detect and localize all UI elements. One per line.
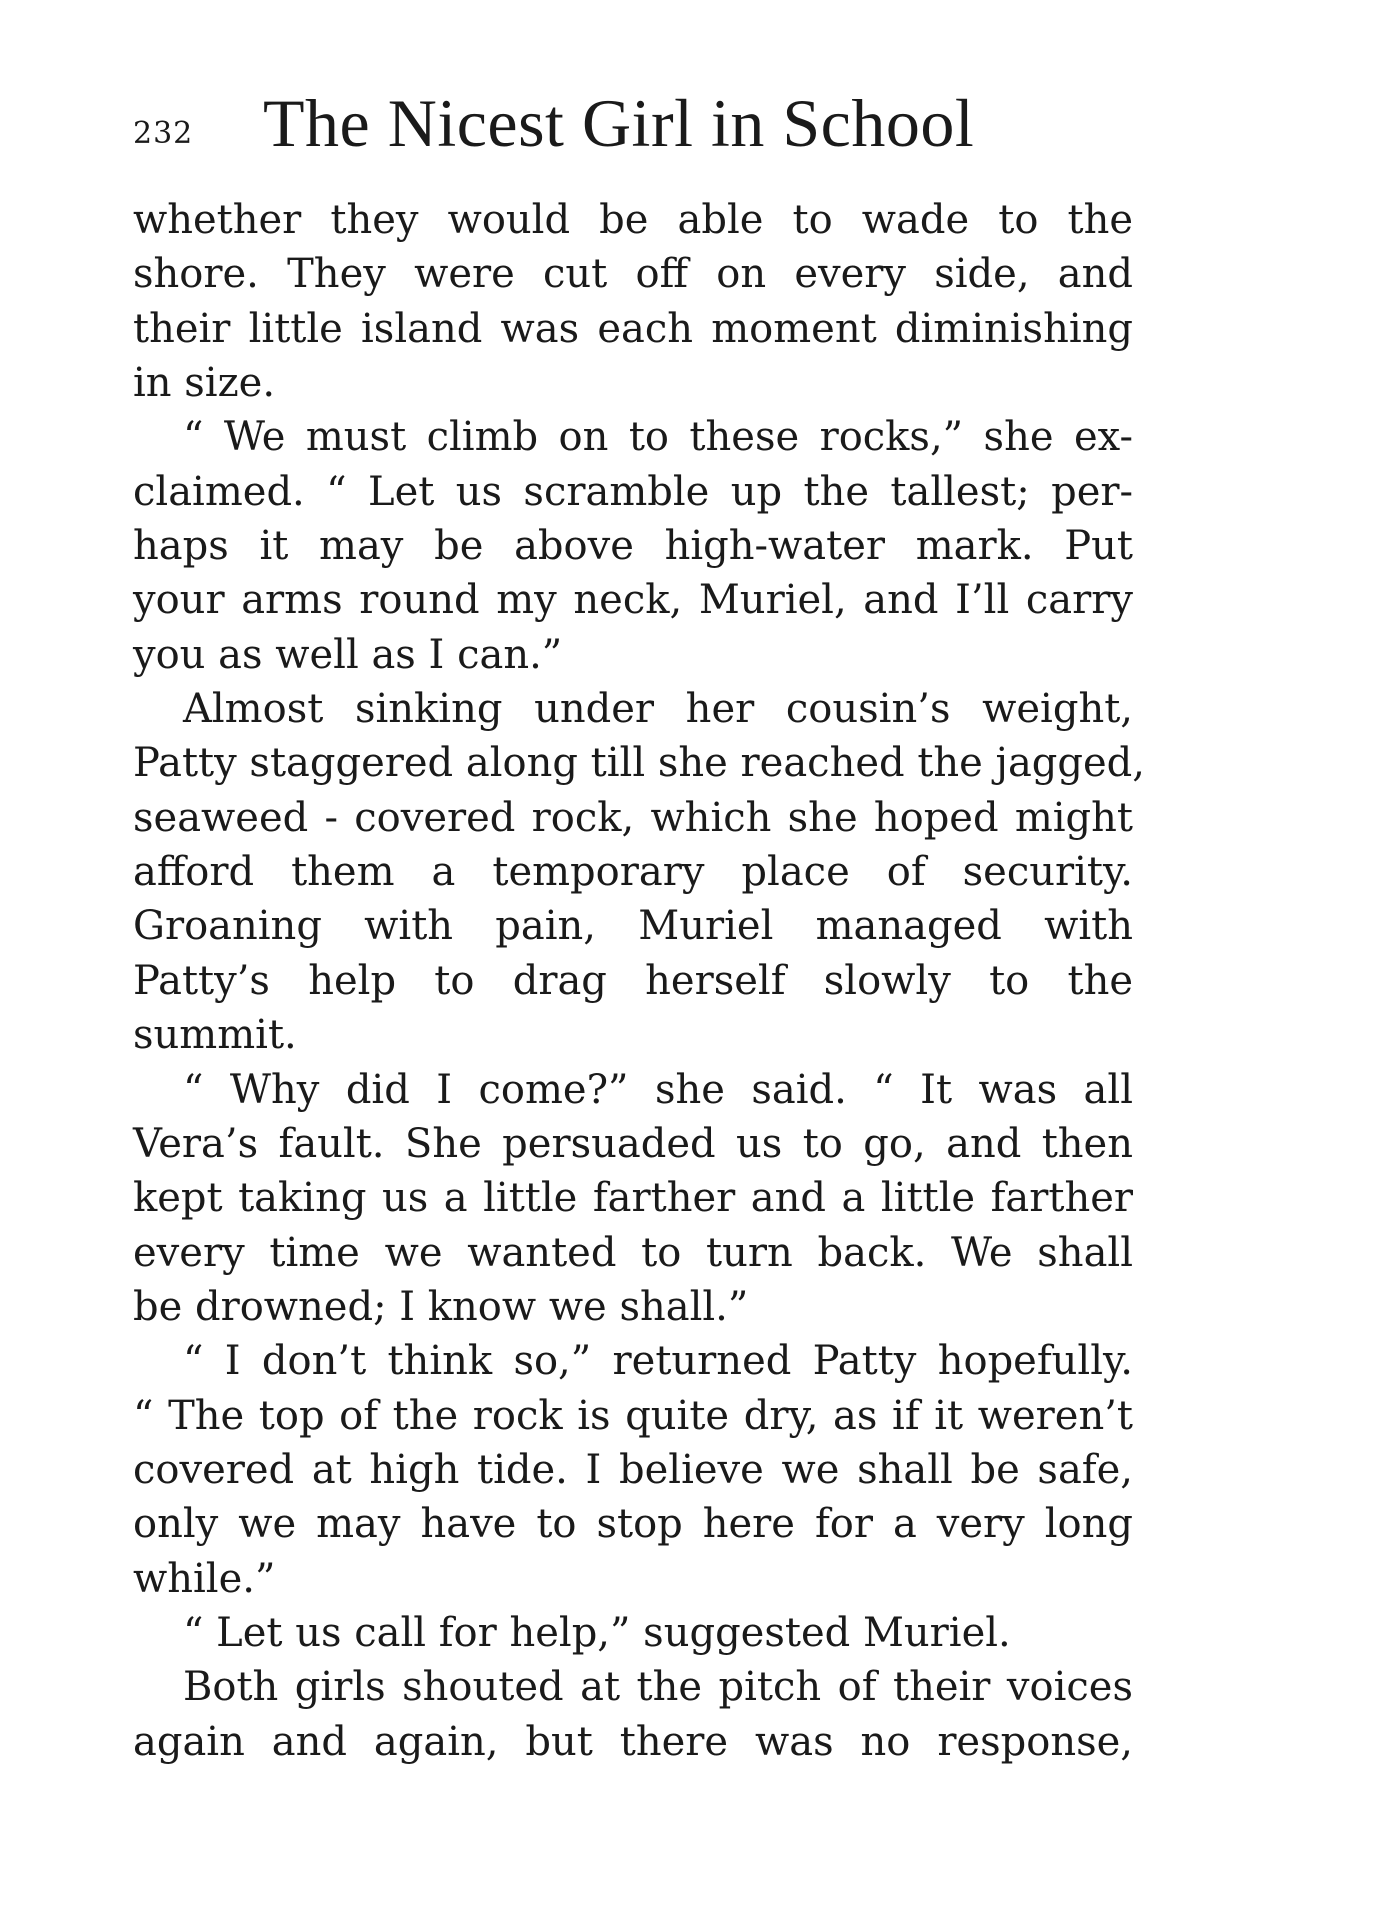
text-line: Both girls shouted at the pitch of their voices xyxy=(183,1664,1133,1711)
text-line: Patty staggered along till she reached the jagged, xyxy=(133,740,1145,787)
text-line: your arms round my neck, Muriel, and I’ll carry xyxy=(133,577,1133,624)
body-text xyxy=(133,193,1145,1769)
text-line: their little island was each moment diminishing xyxy=(133,305,1133,352)
text-line: claimed. “ Let us scramble up the tallest; per- xyxy=(133,468,1133,515)
text-line: haps it may be above high-water mark. Put xyxy=(133,523,1133,570)
text-line: “ Let us call for help,” suggested Muriel. xyxy=(183,1609,1011,1656)
text-line: kept taking us a little farther and a little farther xyxy=(133,1175,1133,1222)
text-line: covered at high tide. I believe we shall be safe, xyxy=(133,1446,1133,1493)
running-head xyxy=(133,84,1033,174)
text-line: every time we wanted to turn back. We shall xyxy=(133,1229,1133,1276)
text-line: seaweed - covered rock, which she hoped might xyxy=(133,794,1133,841)
text-line: you as well as I can.” xyxy=(133,631,563,678)
text-line: “ The top of the rock is quite dry, as if it weren’t xyxy=(133,1392,1133,1439)
text-line: shore. They were cut off on every side, and xyxy=(133,251,1133,298)
text-line: summit. xyxy=(133,1012,297,1059)
text-line: afford them a temporary place of security. xyxy=(133,849,1133,896)
text-line: Vera’s fault. She persuaded us to go, and then xyxy=(133,1120,1133,1167)
text-line: Patty’s help to drag herself slowly to the xyxy=(133,957,1133,1004)
text-line: whether they would be able to wade to the xyxy=(133,197,1133,243)
text-line: “ Why did I come?” she said. “ It was all xyxy=(183,1066,1133,1113)
text-line: only we may have to stop here for a very long xyxy=(133,1501,1133,1548)
text-line: Almost sinking under her cousin’s weight, xyxy=(183,686,1133,733)
text-line: while.” xyxy=(133,1555,276,1602)
text-line: Groaning with pain, Muriel managed with xyxy=(133,903,1133,950)
book-title: The Nicest Girl in School xyxy=(263,85,975,161)
text-line: be drowned; I know we shall.” xyxy=(133,1283,749,1330)
text-line: “ I don’t think so,” returned Patty hopefully. xyxy=(183,1338,1133,1385)
page-number: 232 xyxy=(133,116,194,151)
text-line: in size. xyxy=(133,360,276,407)
text-line: again and again, but there was no response, xyxy=(133,1718,1133,1765)
text-line: “ We must climb on to these rocks,” she ex- xyxy=(183,414,1133,461)
